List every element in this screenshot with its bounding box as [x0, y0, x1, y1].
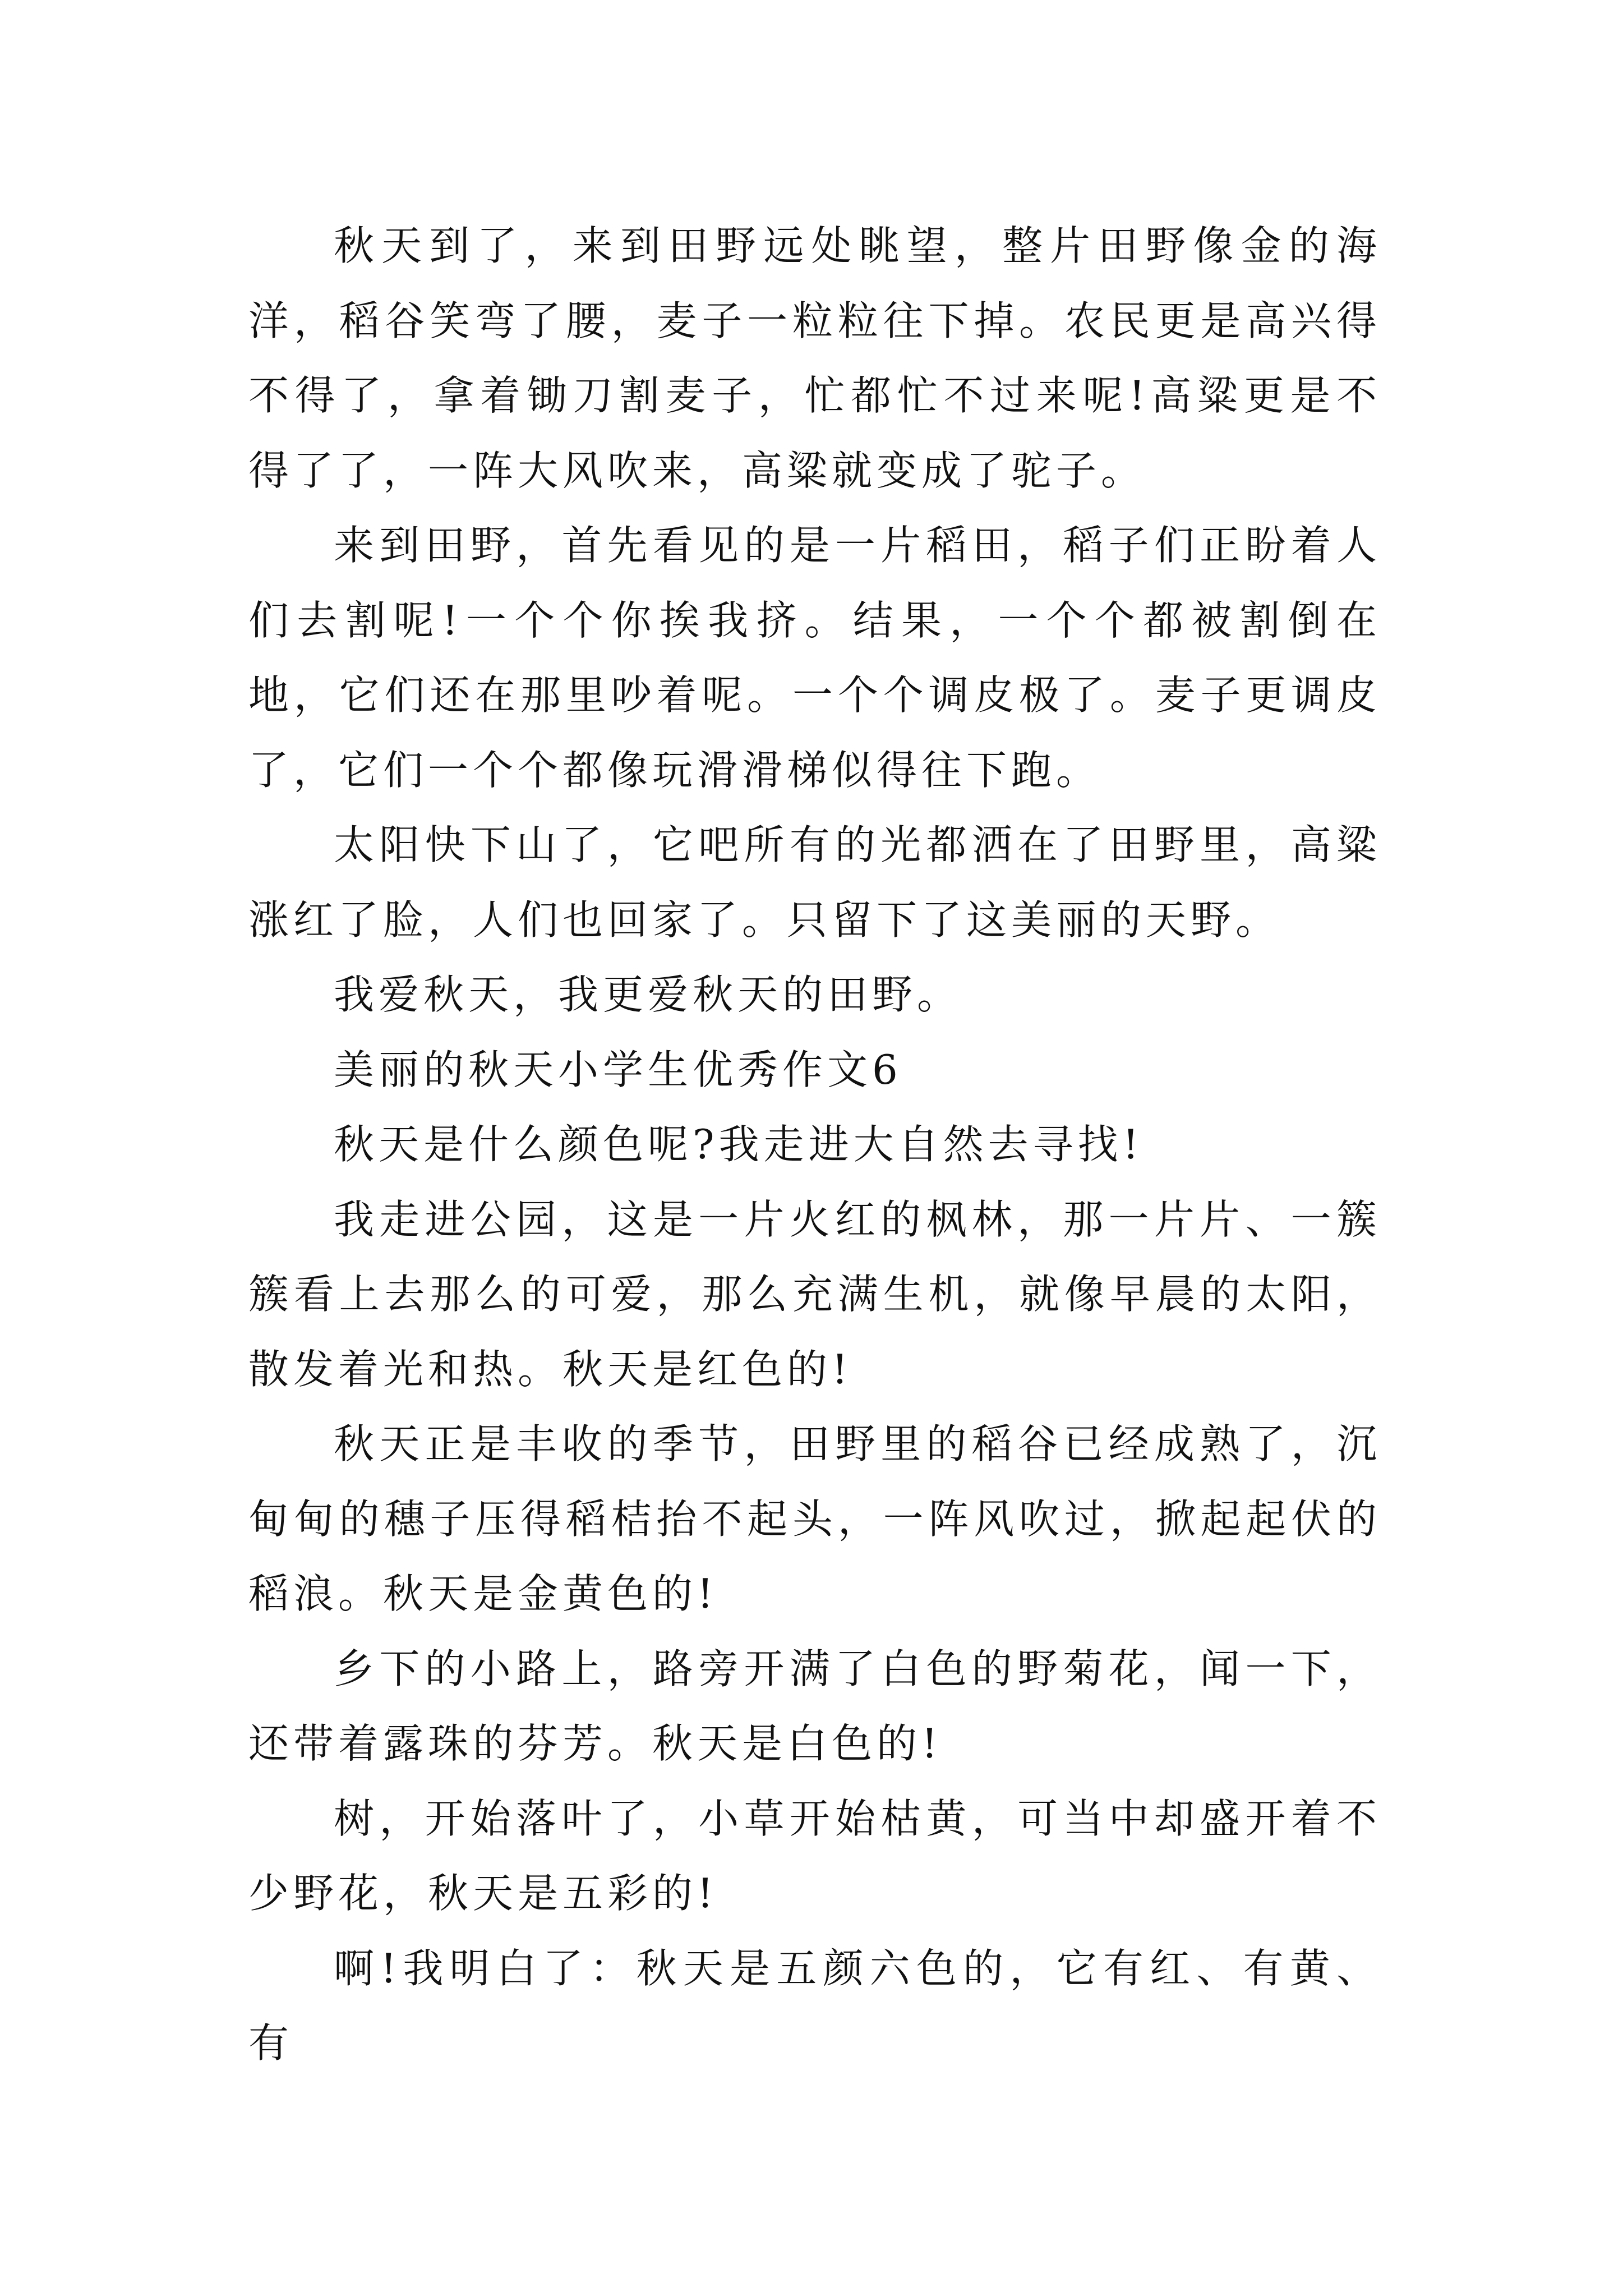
- paragraph-11: 啊!我明白了：秋天是五颜六色的，它有红、有黄、有: [248, 1944, 1381, 2067]
- paragraph-4: 我爱秋天，我更爱秋天的田野。: [334, 971, 962, 1018]
- paragraph-7: 我走进公园，这是一片火红的枫林，那一片片、一簇簇看上去那么的可爱，那么充满生机，就像早晨的太阳，散发着光和热。秋天是红色的!: [248, 1195, 1381, 1393]
- paragraph-9: 乡下的小路上，路旁开满了白色的野菊花，闻一下，还带着露珠的芬芳。秋天是白色的!: [248, 1645, 1381, 1767]
- paragraph-6: 秋天是什么颜色呢?我走进大自然去寻找!: [334, 1121, 1144, 1168]
- paragraph-1: 秋天到了，来到田野远处眺望，整片田野像金的海洋，稻谷笑弯了腰，麦子一粒粒往下掉。农民更是高兴得不得了，拿着锄刀割麦子，忙都忙不过来呢!高粱更是不得了了，一阵大风吹来，高粱就变成了驼子。: [248, 222, 1381, 494]
- paragraph-8: 秋天正是丰收的季节，田野里的稻谷已经成熟了，沉甸甸的穗子压得稻桔抬不起头，一阵风吹过，掀起起伏的稻浪。秋天是金黄色的!: [248, 1420, 1381, 1617]
- paragraph-2: 来到田野，首先看见的是一片稻田，稻子们正盼着人们去割呢!一个个你挨我挤。结果，一个个都被割倒在地，它们还在那里吵着呢。一个个调皮极了。麦子更调皮了，它们一个个都像玩滑滑梯似得往下跑。: [248, 522, 1381, 794]
- paragraph-10: 树，开始落叶了，小草开始枯黄，可当中却盛开着不少野花，秋天是五彩的!: [248, 1795, 1381, 1917]
- paragraph-3: 太阳快下山了，它吧所有的光都洒在了田野里，高粱涨红了脸，人们也回家了。只留下了这美丽的天野。: [248, 821, 1381, 944]
- essay-title: 美丽的秋天小学生优秀作文6: [334, 1046, 902, 1093]
- essay-body: [248, 209, 1381, 2081]
